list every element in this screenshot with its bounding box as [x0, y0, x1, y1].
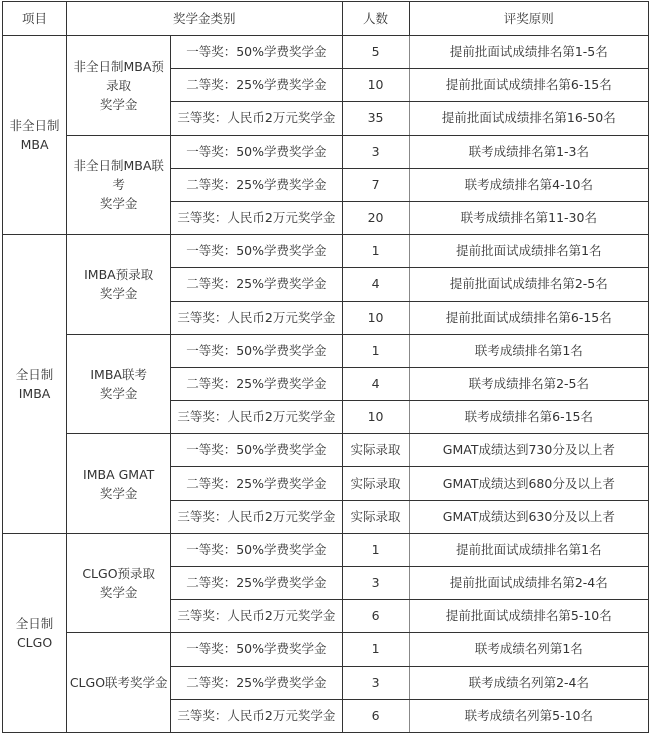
recipient-count-cell: 7	[342, 168, 409, 201]
recipient-count-cell: 6	[342, 600, 409, 633]
award-criteria-cell: GMAT成绩达到730分及以上者	[409, 434, 648, 467]
award-criteria-cell: 提前批面试成绩排名第1名	[409, 533, 648, 566]
award-criteria-cell: 联考成绩排名第11-30名	[409, 201, 648, 234]
scholarship-type-cell	[67, 633, 171, 733]
award-level-cell: 三等奖：人民币2万元奖学金	[171, 600, 342, 633]
project-label-line: CLGO	[16, 634, 53, 650]
recipient-count-cell: 35	[342, 102, 409, 135]
award-level-cell: 三等奖：人民币2万元奖学金	[171, 401, 342, 434]
scholarship-type-label-line: IMBA预录取	[84, 267, 154, 283]
scholarship-type-label-line: 奖学金	[99, 385, 138, 401]
table-row	[3, 235, 649, 268]
award-level-cell: 二等奖：25%学费奖学金	[171, 69, 342, 102]
award-level-cell: 二等奖：25%学费奖学金	[171, 467, 342, 500]
project-cell	[3, 533, 67, 732]
scholarship-type-cell	[67, 235, 171, 335]
header-category: 奖学金类别	[67, 2, 342, 36]
table-row	[3, 36, 649, 69]
award-level-cell: 三等奖：人民币2万元奖学金	[171, 500, 342, 533]
award-criteria-cell: 提前批面试成绩排名第6-15名	[409, 69, 648, 102]
award-criteria-cell: 联考成绩名列第2-4名	[409, 666, 648, 699]
recipient-count-cell: 10	[342, 69, 409, 102]
award-criteria-cell: GMAT成绩达到630分及以上者	[409, 500, 648, 533]
scholarship-type-cell	[67, 334, 171, 434]
award-level-cell: 一等奖：50%学费奖学金	[171, 36, 342, 69]
table-row	[3, 533, 649, 566]
table-row	[3, 633, 649, 666]
award-level-cell: 一等奖：50%学费奖学金	[171, 135, 342, 168]
award-level-cell: 二等奖：25%学费奖学金	[171, 666, 342, 699]
scholarship-type-cell	[67, 135, 171, 235]
recipient-count-cell: 3	[342, 135, 409, 168]
scholarship-type-label-line: CLGO联考奖学金	[69, 675, 168, 691]
award-criteria-cell: 联考成绩排名第2-5名	[409, 367, 648, 400]
header-count: 人数	[342, 2, 409, 36]
scholarship-type-label-line: 奖学金	[99, 96, 138, 112]
scholarship-type-label-line: IMBA联考	[90, 366, 147, 382]
award-level-cell: 一等奖：50%学费奖学金	[171, 334, 342, 367]
table-row	[3, 434, 649, 467]
scholarship-type-label-line: 考	[112, 177, 125, 193]
scholarship-type-label-line: 奖学金	[99, 286, 138, 302]
recipient-count-cell: 10	[342, 401, 409, 434]
recipient-count-cell: 4	[342, 367, 409, 400]
scholarship-type-label-line: 非全日制MBA联	[73, 158, 164, 174]
scholarship-type-label-line: 奖学金	[99, 585, 138, 601]
recipient-count-cell: 1	[342, 533, 409, 566]
award-criteria-cell: 提前批面试成绩排名第5-10名	[409, 600, 648, 633]
award-level-cell: 二等奖：25%学费奖学金	[171, 268, 342, 301]
project-label-line: 非全日制	[9, 118, 60, 134]
award-criteria-cell: 提前批面试成绩排名第2-4名	[409, 567, 648, 600]
award-level-cell: 二等奖：25%学费奖学金	[171, 367, 342, 400]
scholarship-type-label-line: CLGO预录取	[82, 566, 156, 582]
award-criteria-cell: 联考成绩排名第1名	[409, 334, 648, 367]
award-level-cell: 一等奖：50%学费奖学金	[171, 434, 342, 467]
project-label-line: IMBA	[18, 385, 51, 401]
award-criteria-cell: 提前批面试成绩排名第1名	[409, 235, 648, 268]
table-body	[3, 36, 649, 733]
project-cell	[3, 36, 67, 235]
scholarship-table-container	[2, 1, 649, 733]
award-level-cell: 一等奖：50%学费奖学金	[171, 235, 342, 268]
scholarship-table	[2, 1, 649, 733]
recipient-count-cell: 1	[342, 633, 409, 666]
award-level-cell: 二等奖：25%学费奖学金	[171, 567, 342, 600]
award-criteria-cell: 联考成绩名列第5-10名	[409, 699, 648, 732]
header-project: 项目	[3, 2, 67, 36]
award-level-cell: 一等奖：50%学费奖学金	[171, 633, 342, 666]
recipient-count-cell: 6	[342, 699, 409, 732]
award-level-cell: 三等奖：人民币2万元奖学金	[171, 102, 342, 135]
recipient-count-cell: 实际录取	[342, 500, 409, 533]
recipient-count-cell: 10	[342, 301, 409, 334]
recipient-count-cell: 1	[342, 334, 409, 367]
award-level-cell: 二等奖：25%学费奖学金	[171, 168, 342, 201]
award-level-cell: 三等奖：人民币2万元奖学金	[171, 201, 342, 234]
award-criteria-cell: GMAT成绩达到680分及以上者	[409, 467, 648, 500]
award-criteria-cell: 联考成绩排名第4-10名	[409, 168, 648, 201]
scholarship-type-cell	[67, 533, 171, 633]
recipient-count-cell: 实际录取	[342, 467, 409, 500]
scholarship-type-label-line: 奖学金	[99, 485, 138, 501]
recipient-count-cell: 5	[342, 36, 409, 69]
project-label-line: MBA	[20, 137, 49, 153]
recipient-count-cell: 3	[342, 567, 409, 600]
recipient-count-cell: 20	[342, 201, 409, 234]
award-criteria-cell: 提前批面试成绩排名第1-5名	[409, 36, 648, 69]
award-criteria-cell: 提前批面试成绩排名第16-50名	[409, 102, 648, 135]
project-label-line: 全日制	[15, 366, 54, 382]
recipient-count-cell: 3	[342, 666, 409, 699]
award-criteria-cell: 联考成绩排名第6-15名	[409, 401, 648, 434]
award-criteria-cell: 提前批面试成绩排名第2-5名	[409, 268, 648, 301]
header-criteria: 评奖原则	[409, 2, 648, 36]
table-row	[3, 334, 649, 367]
header-row	[3, 2, 649, 36]
scholarship-type-label-line: 录取	[106, 77, 132, 93]
recipient-count-cell: 1	[342, 235, 409, 268]
scholarship-type-cell	[67, 36, 171, 136]
recipient-count-cell: 4	[342, 268, 409, 301]
award-level-cell: 三等奖：人民币2万元奖学金	[171, 699, 342, 732]
award-criteria-cell: 提前批面试成绩排名第6-15名	[409, 301, 648, 334]
project-cell	[3, 235, 67, 534]
scholarship-type-cell	[67, 434, 171, 534]
award-criteria-cell: 联考成绩名列第1名	[409, 633, 648, 666]
award-criteria-cell: 联考成绩排名第1-3名	[409, 135, 648, 168]
award-level-cell: 一等奖：50%学费奖学金	[171, 533, 342, 566]
award-level-cell: 三等奖：人民币2万元奖学金	[171, 301, 342, 334]
table-row	[3, 135, 649, 168]
project-label-line: 全日制	[15, 615, 54, 631]
scholarship-type-label-line: 奖学金	[99, 196, 138, 212]
scholarship-type-label-line: IMBA GMAT	[83, 466, 155, 482]
scholarship-type-label-line: 非全日制MBA预	[73, 58, 164, 74]
recipient-count-cell: 实际录取	[342, 434, 409, 467]
